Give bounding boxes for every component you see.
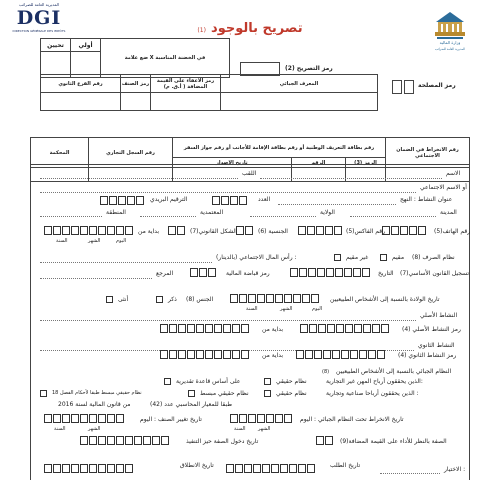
secondary-activity-code-cells[interactable] [296, 350, 385, 359]
tax-regime-number: (8) [322, 369, 330, 375]
ministry-name: وزارة المالية [439, 40, 461, 45]
form-title [150, 17, 350, 36]
nationality-cells[interactable] [236, 226, 253, 235]
form-title-text: تصريح بالوجود [211, 21, 303, 36]
simplified-real-ch18-checkbox[interactable] [40, 390, 47, 397]
real-regime-checkbox-2[interactable] [264, 390, 271, 397]
male-checkbox[interactable] [156, 296, 163, 303]
main-activity-code-cells[interactable] [300, 324, 389, 333]
city-line[interactable] [350, 216, 436, 217]
birth-date-cells[interactable] [230, 294, 319, 303]
dgi-wordmark: DGI [16, 7, 62, 29]
class-change-month-label: الشهر [88, 426, 101, 432]
regime-date-cells[interactable] [230, 414, 292, 423]
company-name-line[interactable] [40, 192, 416, 193]
start-month-label: الشهر [88, 238, 101, 244]
birth-month-label: الشهر [280, 306, 293, 312]
phone-cells[interactable] [382, 226, 426, 235]
accounting-label: طبقا للمعيار المحاسبي عدد (42) [150, 401, 233, 408]
start-day-label: اليوم [116, 238, 127, 244]
option-line[interactable] [380, 473, 440, 474]
street-number-cells[interactable] [212, 196, 247, 205]
decl-note: ضع علامة X في الخضنة المناسبة [101, 39, 230, 78]
effective-date-cells[interactable] [44, 464, 133, 473]
fax-label: رقم الفاكس(5) [346, 228, 386, 235]
option-label: الاختيار : [444, 466, 466, 473]
legal-form-label: الشكل القانوني(7) [190, 228, 237, 235]
male-label: ذكر [168, 296, 177, 303]
id-card-header: رقم بطاقة التعريف الوطنية أو رقم بطاقة الإقامة للأجانب أو رقم جواز السفر [173, 138, 386, 158]
capital-line[interactable] [40, 262, 212, 263]
service-code-label: رمز المصلحة [418, 82, 456, 89]
vat-exemption-label: الصفة بالنظر للأداء على القيمة المضافة(9) [340, 438, 447, 445]
secondary-activity-start-label: بداية من [262, 352, 284, 359]
identification-table [40, 74, 378, 111]
service-code-box-2[interactable] [392, 80, 402, 94]
delegation-label: المعتمدية [200, 209, 224, 216]
dgi-tagline: المديرية العامة للضرائب [19, 2, 59, 7]
real-regime-label-2: نظام حقيقي [276, 390, 307, 397]
reference-label: المرجع [156, 270, 174, 277]
constitution-label: تسجيل القانون الأساسي(7) [400, 270, 470, 277]
declaration-type-table [40, 38, 230, 78]
phone-label: رقم الهاتف(5) [434, 228, 471, 235]
class-change-year-label: السنة [54, 426, 66, 432]
street-line[interactable] [278, 204, 396, 205]
state-line[interactable] [250, 216, 316, 217]
birth-date-label: تاريخ الولادة بالنسبة إلى الأشخاص الطبيعيين [330, 296, 440, 303]
main-activity-line[interactable] [40, 320, 416, 321]
postal-code-cells[interactable] [100, 196, 144, 205]
delegation-line[interactable] [140, 216, 196, 217]
class-code-header: رمز الصنف [121, 75, 151, 93]
effective-date-label: تاريخ الانطلاق [180, 462, 214, 469]
number-header: الرقم [291, 158, 345, 168]
tax-regime-title: النظام الجبائي بالنسبة إلى الأشخاص الطبيعيين [336, 368, 452, 375]
col-update-label: تحيين [41, 39, 71, 52]
subbranch-code-header: رقم الفرع الثانوي [41, 75, 121, 93]
main-form [30, 164, 470, 480]
birth-day-label: اليوم [312, 306, 323, 312]
code3-header: الرمز (3) [346, 158, 386, 168]
service-code-box[interactable] [404, 80, 414, 94]
legal-form-cells[interactable] [168, 226, 185, 235]
main-activity-code-label: رمز النشاط الأصلي (4) [402, 326, 461, 333]
fiscal-id-header: المعرف الجبائي [221, 75, 378, 93]
estimated-base-checkbox[interactable] [164, 378, 171, 385]
non-resident-checkbox[interactable] [334, 254, 341, 261]
secondary-activity-label: النشاط الثانوي [418, 342, 455, 349]
main-activity-start-cells[interactable] [160, 324, 249, 333]
constitution-date-label: التاريخ [378, 270, 394, 277]
constitution-date-cells[interactable] [290, 268, 370, 277]
regime-date-label: تاريخ الانخراط تحت النظام الجبائي : اليوم [300, 416, 404, 423]
exchange-regime-label: نظام الصرف (8) [412, 254, 455, 261]
request-date-label: تاريخ الطلب [330, 462, 361, 469]
name-label: الاسم [446, 170, 461, 177]
activity-address-label: عنوان النشاط : النهج [400, 196, 453, 203]
finance-law-label: من قانون المالية لسنة 2016 [58, 401, 131, 408]
effect-date-label: تاريخ دخول الصفة حيز التنفيذ [186, 438, 259, 445]
dgi-logo [8, 2, 70, 34]
class-change-date-label: تاريخ تغيير الصنف : اليوم [140, 416, 202, 423]
nationality-label: الجنسية (6) [258, 228, 288, 235]
simplified-real-label: نظام حقيقي مبسط [200, 390, 249, 397]
female-checkbox[interactable] [106, 296, 113, 303]
zone-label: المنطقة [106, 209, 126, 216]
start-date-cells[interactable] [44, 226, 133, 235]
class-code-cell[interactable] [121, 93, 151, 111]
company-name-label: أو الاسم الاجتماعي [420, 184, 467, 191]
real-regime-label: نظام حقيقي [276, 378, 307, 385]
request-date-cells[interactable] [226, 464, 315, 473]
subbranch-code-cell[interactable] [41, 93, 121, 111]
real-regime-checkbox[interactable] [264, 378, 271, 385]
resident-label: مقيم [392, 254, 405, 261]
commercial-profits-label: الذين يحققون أرباح المهن غير التجارية: [326, 378, 423, 385]
birth-year-label: السنة [246, 306, 258, 312]
female-label: أنثى [118, 296, 129, 303]
simplified-real-ch18-label: نظام حقيقي مبسط طبقا لأحكام الفصل 18 [52, 390, 142, 396]
name-line[interactable] [260, 178, 442, 179]
industrial-profits-label: الذين يحققون أرباحا صناعية وتجارية : [326, 390, 419, 397]
simplified-real-checkbox[interactable] [188, 390, 195, 397]
social-security-header: رقم الانخراط في الضمان الاجتماعي [386, 138, 470, 168]
resident-checkbox[interactable] [380, 254, 387, 261]
secondary-activity-code-label: رمز النشاط الثانوي (4) [398, 352, 457, 359]
vat-code-header: رمز الاعفاء على القيمة المضافة ( أ.ق. م) [151, 75, 221, 93]
dgi-subtitle: DIRECTION GÉNÉRALE DES IMPÔTS [12, 29, 66, 33]
col-first-label: أولي [71, 39, 101, 52]
court-header: المحكمة [31, 138, 89, 168]
form-title-number: (1) [197, 27, 206, 34]
fiscal-id-cell[interactable] [221, 93, 378, 111]
effect-date-cells[interactable] [80, 436, 169, 445]
declaration-code-label: رمز التصريح (2) [285, 65, 333, 72]
regime-month-label: الشهر [258, 426, 271, 432]
issue-date-header: تاريخ الإصدار [173, 158, 292, 168]
gender-label: الجنس (8) [186, 296, 214, 303]
non-resident-label: غير مقيم [346, 254, 369, 261]
start-activity-label: بداية من [138, 228, 160, 235]
regime-year-label: السنة [234, 426, 246, 432]
reference-line[interactable] [40, 278, 152, 279]
secondary-activity-start-cells[interactable] [160, 350, 249, 359]
fax-cells[interactable] [298, 226, 342, 235]
city-label: المدينة [440, 209, 457, 216]
zone-line[interactable] [40, 216, 102, 217]
vat-code-cell[interactable] [151, 93, 221, 111]
estimated-base-label: على أساس قاعدة تقديرية [176, 378, 241, 385]
class-change-date-cells[interactable] [44, 414, 124, 423]
title-line[interactable] [40, 178, 238, 179]
trade-register-header: رقم السجل التجاري [89, 138, 173, 168]
ministry-emblem [432, 6, 468, 50]
title-label: اللقب [242, 170, 257, 177]
vat-exemption-cells[interactable] [316, 436, 333, 445]
postal-code-label: الترقيم البريدي [150, 196, 188, 203]
ministry-subtitle: المديرية العامة للضرائب [435, 47, 465, 51]
state-label: الولاية [320, 209, 335, 216]
start-year-label: السنة [56, 238, 68, 244]
street-number-label: العدد [258, 196, 271, 203]
main-activity-label: النشاط الأصلي [420, 312, 458, 319]
capital-label: رأس المال الاجتماعي (بالدينار) : [216, 254, 297, 261]
main-activity-start-label: بداية من [262, 326, 284, 333]
finance-office-label: رمز قباضة المالية [226, 270, 270, 277]
finance-office-cells[interactable] [190, 268, 216, 277]
